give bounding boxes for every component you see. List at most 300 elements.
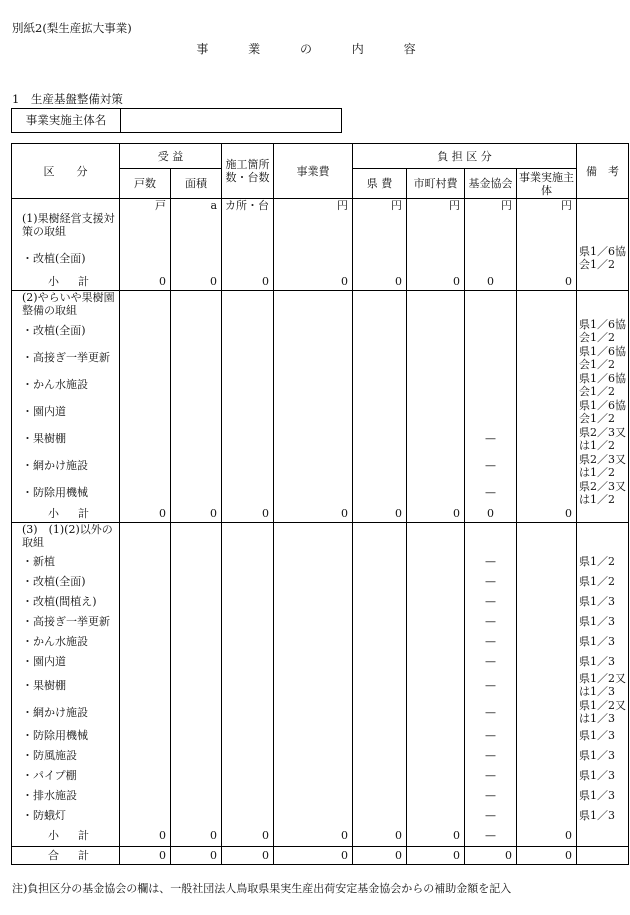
empty-cell <box>222 212 274 242</box>
empty-cell <box>353 671 407 699</box>
empty-cell <box>407 212 465 242</box>
item-note: 県1／3 <box>577 765 629 785</box>
kikin-cell: — <box>465 745 517 765</box>
empty-cell <box>171 452 222 479</box>
empty-cell <box>120 765 171 785</box>
empty-cell <box>465 290 517 317</box>
empty-cell <box>407 317 465 344</box>
entity-box <box>11 108 342 133</box>
units-note-cell <box>577 199 629 213</box>
subtotal-value: 0 <box>353 506 407 522</box>
empty-cell <box>407 699 465 725</box>
empty-cell <box>274 671 353 699</box>
empty-cell <box>517 725 577 745</box>
empty-cell <box>222 371 274 398</box>
entity-label: 事業実施主体名 <box>12 109 121 132</box>
empty-cell <box>517 765 577 785</box>
empty-cell <box>517 745 577 765</box>
empty-cell <box>353 805 407 825</box>
empty-cell <box>222 522 274 551</box>
group-title: (1)果樹経営支援対策の取組 <box>12 212 120 242</box>
subtotal-value: 0 <box>120 506 171 522</box>
empty-cell <box>274 745 353 765</box>
empty-cell <box>353 551 407 571</box>
empty-cell <box>222 317 274 344</box>
item-row <box>12 571 629 591</box>
empty-cell <box>171 805 222 825</box>
unit-cell: 円 <box>465 199 517 213</box>
empty-cell <box>171 290 222 317</box>
empty-cell <box>407 631 465 651</box>
empty-cell <box>120 745 171 765</box>
empty-cell <box>517 611 577 631</box>
item-row <box>12 242 629 274</box>
item-note: 県1／2又は1／3 <box>577 671 629 699</box>
empty-cell <box>171 425 222 452</box>
subtotal-label: 小 計 <box>12 274 120 290</box>
subtotal-value: 0 <box>465 506 517 522</box>
empty-cell <box>120 631 171 651</box>
item-row <box>12 785 629 805</box>
subtotal-value: 0 <box>274 274 353 290</box>
empty-cell <box>353 745 407 765</box>
empty-cell <box>222 631 274 651</box>
item-row <box>12 631 629 651</box>
empty-cell <box>517 317 577 344</box>
empty-cell <box>222 452 274 479</box>
item-note: 県1／3 <box>577 611 629 631</box>
item-row <box>12 591 629 611</box>
empty-cell <box>407 452 465 479</box>
empty-cell <box>120 611 171 631</box>
empty-cell <box>274 317 353 344</box>
empty-cell <box>517 651 577 671</box>
total-value: 0 <box>222 846 274 864</box>
empty-cell <box>222 785 274 805</box>
item-note: 県1／2 <box>577 571 629 591</box>
empty-cell <box>517 398 577 425</box>
group-title: (3) (1)(2)以外の取組 <box>12 522 120 551</box>
empty-cell <box>274 425 353 452</box>
empty-cell <box>517 805 577 825</box>
empty-cell <box>274 611 353 631</box>
empty-cell <box>222 591 274 611</box>
empty-cell <box>407 551 465 571</box>
total-value: 0 <box>407 846 465 864</box>
total-label: 合 計 <box>12 846 120 864</box>
group-title-row <box>12 212 629 242</box>
empty-cell <box>120 785 171 805</box>
header-kenhi: 県 費 <box>353 169 407 199</box>
subtotal-value: 0 <box>465 274 517 290</box>
empty-cell <box>517 242 577 274</box>
item-note: 県1／3 <box>577 651 629 671</box>
total-value: 0 <box>517 846 577 864</box>
kikin-cell: — <box>465 651 517 671</box>
item-label: ・防除用機械 <box>12 479 120 506</box>
document-label: 別紙2(梨生産拡大事業) <box>12 21 132 35</box>
empty-cell <box>353 765 407 785</box>
section-title: 1 生産基盤整備対策 <box>12 92 123 106</box>
empty-cell <box>577 290 629 317</box>
kikin-cell: — <box>465 631 517 651</box>
item-row <box>12 344 629 371</box>
kikin-cell: — <box>465 571 517 591</box>
empty-cell <box>517 425 577 452</box>
item-label: ・排水施設 <box>12 785 120 805</box>
empty-cell <box>171 611 222 631</box>
empty-cell <box>353 699 407 725</box>
empty-cell <box>120 671 171 699</box>
empty-cell <box>353 631 407 651</box>
subtotal-value: 0 <box>171 825 222 846</box>
empty-cell <box>120 371 171 398</box>
empty-cell <box>222 571 274 591</box>
empty-cell <box>407 398 465 425</box>
empty-cell <box>171 317 222 344</box>
header-futan: 負 担 区 分 <box>353 144 577 169</box>
empty-cell <box>274 651 353 671</box>
subtotal-value: 0 <box>517 825 577 846</box>
item-note: 県2／3又は1／2 <box>577 425 629 452</box>
empty-cell <box>274 631 353 651</box>
empty-cell <box>171 651 222 671</box>
unit-cell: a <box>171 199 222 213</box>
item-row <box>12 398 629 425</box>
empty-cell <box>171 765 222 785</box>
empty-cell <box>274 371 353 398</box>
unit-cell: 円 <box>274 199 353 213</box>
empty-cell <box>120 699 171 725</box>
subtotal-value: 0 <box>222 506 274 522</box>
item-label: ・改植(全面) <box>12 571 120 591</box>
empty-cell <box>222 479 274 506</box>
empty-cell <box>407 725 465 745</box>
empty-cell <box>171 242 222 274</box>
kikin-cell: — <box>465 765 517 785</box>
empty-cell <box>407 671 465 699</box>
subtotal-row <box>12 825 629 846</box>
empty-cell <box>517 371 577 398</box>
empty-cell <box>407 479 465 506</box>
empty-cell <box>353 479 407 506</box>
item-label: ・改植(間植え) <box>12 591 120 611</box>
item-row <box>12 651 629 671</box>
empty-cell <box>171 571 222 591</box>
subtotal-value: — <box>465 825 517 846</box>
empty-cell <box>577 212 629 242</box>
empty-cell <box>407 651 465 671</box>
empty-cell <box>577 274 629 290</box>
empty-cell <box>353 398 407 425</box>
item-label: ・新植 <box>12 551 120 571</box>
empty-cell <box>353 591 407 611</box>
kikin-cell: — <box>465 805 517 825</box>
total-value: 0 <box>353 846 407 864</box>
subtotal-label: 小 計 <box>12 825 120 846</box>
empty-cell <box>120 805 171 825</box>
item-row <box>12 425 629 452</box>
footnote: 注)負担区分の基金協会の欄は、一般社団法人鳥取県果実生産出荷安定基金協会からの補助金額を記入 <box>12 882 512 895</box>
item-row <box>12 479 629 506</box>
empty-cell <box>120 290 171 317</box>
header-kikin: 基金協会 <box>465 169 517 199</box>
empty-cell <box>222 290 274 317</box>
subtotal-value: 0 <box>407 825 465 846</box>
item-note: 県1／6協会1／2 <box>577 398 629 425</box>
empty-cell <box>274 344 353 371</box>
empty-cell <box>517 479 577 506</box>
subtotal-row <box>12 506 629 522</box>
empty-cell <box>274 785 353 805</box>
item-label: ・果樹棚 <box>12 425 120 452</box>
subtotal-value: 0 <box>353 825 407 846</box>
item-row <box>12 805 629 825</box>
unit-cell: カ所・台 <box>222 199 274 213</box>
empty-cell <box>120 725 171 745</box>
empty-cell <box>274 242 353 274</box>
empty-cell <box>517 699 577 725</box>
kikin-cell <box>465 317 517 344</box>
empty-cell <box>171 725 222 745</box>
item-label: ・高接ぎ一挙更新 <box>12 344 120 371</box>
kikin-cell: — <box>465 551 517 571</box>
empty-cell <box>120 522 171 551</box>
kikin-cell: — <box>465 591 517 611</box>
subtotal-value: 0 <box>222 825 274 846</box>
empty-cell <box>517 671 577 699</box>
empty-cell <box>222 344 274 371</box>
empty-cell <box>353 611 407 631</box>
empty-cell <box>353 725 407 745</box>
subtotal-value: 0 <box>517 274 577 290</box>
empty-cell <box>274 805 353 825</box>
empty-cell <box>407 611 465 631</box>
empty-cell <box>517 452 577 479</box>
empty-cell <box>274 479 353 506</box>
unit-cell: 円 <box>517 199 577 213</box>
kikin-cell: — <box>465 479 517 506</box>
item-note: 県2／3又は1／2 <box>577 479 629 506</box>
item-note: 県1／3 <box>577 725 629 745</box>
kikin-cell: — <box>465 611 517 631</box>
empty-cell <box>171 745 222 765</box>
empty-cell <box>353 212 407 242</box>
empty-cell <box>222 745 274 765</box>
item-note: 県1／3 <box>577 745 629 765</box>
empty-cell <box>517 785 577 805</box>
group-title: (2)やらいや果樹園整備の取組 <box>12 290 120 317</box>
empty-cell <box>274 699 353 725</box>
item-row <box>12 745 629 765</box>
kikin-cell: — <box>465 452 517 479</box>
empty-cell <box>407 425 465 452</box>
item-label: ・網かけ施設 <box>12 699 120 725</box>
empty-cell <box>222 551 274 571</box>
empty-cell <box>120 425 171 452</box>
empty-cell <box>353 242 407 274</box>
empty-cell <box>274 212 353 242</box>
kikin-cell <box>465 344 517 371</box>
empty-cell <box>120 344 171 371</box>
subtotal-value: 0 <box>274 506 353 522</box>
item-row <box>12 671 629 699</box>
empty-cell <box>577 522 629 551</box>
item-label: ・防除用機械 <box>12 725 120 745</box>
empty-cell <box>353 522 407 551</box>
empty-cell <box>517 344 577 371</box>
empty-cell <box>274 290 353 317</box>
kikin-cell: — <box>465 671 517 699</box>
item-note: 県1／3 <box>577 785 629 805</box>
kikin-cell: — <box>465 425 517 452</box>
empty-cell <box>407 785 465 805</box>
item-note: 県1／6協会1／2 <box>577 242 629 274</box>
empty-cell <box>353 290 407 317</box>
empty-cell <box>465 522 517 551</box>
item-label: ・改植(全面) <box>12 242 120 274</box>
kikin-cell <box>465 242 517 274</box>
item-row <box>12 699 629 725</box>
empty-cell <box>120 398 171 425</box>
item-note: 県1／3 <box>577 591 629 611</box>
subtotal-value: 0 <box>274 825 353 846</box>
unit-cell: 円 <box>353 199 407 213</box>
item-label: ・高接ぎ一挙更新 <box>12 611 120 631</box>
empty-cell <box>274 591 353 611</box>
item-row <box>12 725 629 745</box>
item-note: 県1／6協会1／2 <box>577 344 629 371</box>
group-title-row <box>12 290 629 317</box>
empty-cell <box>407 242 465 274</box>
entity-value-field[interactable] <box>122 109 341 132</box>
empty-cell <box>171 371 222 398</box>
empty-cell <box>222 765 274 785</box>
empty-cell <box>222 725 274 745</box>
empty-cell <box>171 671 222 699</box>
empty-cell <box>353 425 407 452</box>
item-note: 県1／2又は1／3 <box>577 699 629 725</box>
empty-cell <box>577 825 629 846</box>
empty-cell <box>120 551 171 571</box>
empty-cell <box>120 591 171 611</box>
empty-cell <box>171 212 222 242</box>
empty-cell <box>407 571 465 591</box>
table-body <box>12 199 629 865</box>
empty-cell <box>274 551 353 571</box>
item-note: 県1／3 <box>577 631 629 651</box>
subtotal-value: 0 <box>407 506 465 522</box>
empty-cell <box>517 212 577 242</box>
empty-cell <box>171 631 222 651</box>
units-row <box>12 199 629 213</box>
item-row <box>12 551 629 571</box>
item-row <box>12 317 629 344</box>
empty-cell <box>120 571 171 591</box>
header-kubun: 区 分 <box>12 144 120 199</box>
header-biko: 備 考 <box>577 144 629 199</box>
header-shichoson: 市町村費 <box>407 169 465 199</box>
subtotal-value: 0 <box>120 825 171 846</box>
empty-cell <box>222 671 274 699</box>
page-title: 事 業 の 内 容 <box>196 42 434 56</box>
subtotal-value: 0 <box>120 274 171 290</box>
subtotal-value: 0 <box>171 274 222 290</box>
empty-cell <box>171 591 222 611</box>
item-label: ・防風施設 <box>12 745 120 765</box>
empty-cell <box>171 785 222 805</box>
header-kosu: 戸数 <box>120 169 171 199</box>
total-value: 0 <box>274 846 353 864</box>
item-row <box>12 452 629 479</box>
empty-cell <box>120 212 171 242</box>
subtotal-value: 0 <box>517 506 577 522</box>
empty-cell <box>517 290 577 317</box>
header-menseki: 面積 <box>171 169 222 199</box>
item-row <box>12 371 629 398</box>
empty-cell <box>274 522 353 551</box>
item-label: ・かん水施設 <box>12 371 120 398</box>
empty-cell <box>222 699 274 725</box>
item-note: 県1／6協会1／2 <box>577 371 629 398</box>
empty-cell <box>120 242 171 274</box>
empty-cell <box>120 452 171 479</box>
unit-cell: 円 <box>407 199 465 213</box>
kikin-cell <box>465 398 517 425</box>
empty-cell <box>407 805 465 825</box>
empty-cell <box>171 344 222 371</box>
empty-cell <box>353 651 407 671</box>
subtotal-value: 0 <box>171 506 222 522</box>
total-row <box>12 846 629 864</box>
empty-cell <box>274 571 353 591</box>
empty-cell <box>353 452 407 479</box>
item-note: 県1／6協会1／2 <box>577 317 629 344</box>
empty-cell <box>465 212 517 242</box>
kikin-cell <box>465 371 517 398</box>
empty-cell <box>171 479 222 506</box>
total-value: 0 <box>120 846 171 864</box>
header-sekou: 施工箇所数・台数 <box>222 144 274 199</box>
kikin-cell: — <box>465 725 517 745</box>
empty-cell <box>274 398 353 425</box>
item-label: ・パイプ棚 <box>12 765 120 785</box>
item-row <box>12 611 629 631</box>
units-label-cell <box>12 199 120 213</box>
empty-cell <box>407 344 465 371</box>
item-label: ・かん水施設 <box>12 631 120 651</box>
empty-cell <box>222 805 274 825</box>
empty-cell <box>353 785 407 805</box>
group-title-row <box>12 522 629 551</box>
item-label: ・園内道 <box>12 398 120 425</box>
header-jueki: 受 益 <box>120 144 222 169</box>
empty-cell <box>120 651 171 671</box>
kikin-cell: — <box>465 785 517 805</box>
empty-cell <box>407 522 465 551</box>
empty-cell <box>407 371 465 398</box>
subtotal-value: 0 <box>222 274 274 290</box>
empty-cell <box>577 846 629 864</box>
item-note: 県1／2 <box>577 551 629 571</box>
empty-cell <box>274 765 353 785</box>
empty-cell <box>274 452 353 479</box>
empty-cell <box>171 551 222 571</box>
empty-cell <box>517 591 577 611</box>
empty-cell <box>517 571 577 591</box>
empty-cell <box>222 425 274 452</box>
total-value: 0 <box>171 846 222 864</box>
